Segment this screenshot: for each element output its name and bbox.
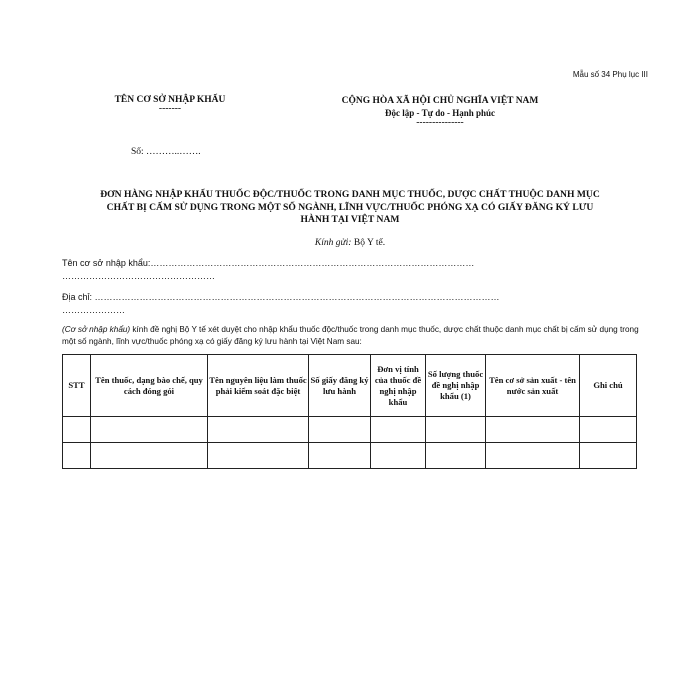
address-field-line-1: Địa chỉ: ……………………………………………………………………………………………………………………… [62, 292, 500, 302]
address-field-line-2: ………………… [62, 305, 125, 315]
request-prefix: (Cơ sở nhập khẩu) [62, 325, 131, 334]
table-cell[interactable] [580, 443, 637, 469]
title-line-1: ĐƠN HÀNG NHẬP KHẨU THUỐC ĐỘC/THUỐC TRONG DANH MỤC THUỐC, DƯỢC CHẤT THUỘC DANH MỤC [100, 189, 600, 200]
addressee-value: Bộ Y tế. [351, 238, 386, 248]
col-header-unit: Đơn vị tính của thuốc đề nghị nhập khẩu [371, 355, 426, 417]
title-line-2: CHẤT BỊ CẤM SỬ DỤNG TRONG MỘT SỐ NGÀNH, LĨNH VỰC/THUỐC PHÓNG XẠ CÓ GIẤY ĐĂNG KÝ LƯU [106, 201, 594, 213]
importer-field-line-1: Tên cơ sở nhập khẩu:……………………………………………………………………………………………… [62, 258, 475, 268]
importer-header [90, 95, 250, 114]
table-header-row [63, 355, 637, 417]
national-header [320, 95, 560, 128]
country-name: CỘNG HÒA XÃ HỘI CHỦ NGHĨA VIỆT NAM [341, 96, 539, 106]
motto-divider: --------------- [416, 118, 464, 128]
table-cell[interactable] [208, 417, 309, 443]
document-title [60, 189, 640, 227]
import-items-table [62, 354, 637, 469]
col-header-registration-number: Số giấy đăng ký lưu hành [309, 355, 371, 417]
col-header-notes: Ghi chú [580, 355, 637, 417]
addressee [0, 238, 700, 248]
table-cell[interactable] [486, 443, 580, 469]
col-header-quantity: Số lượng thuốc đề nghị nhập khẩu (1) [426, 355, 486, 417]
request-body: kính đề nghị Bộ Y tế xét duyệt cho nhập khẩu thuốc độc/thuốc trong danh mục thuốc, dược chất thuộc danh mục chất bị cấm sử dụng trong một số ngành, lĩnh vực/thuốc phóng xạ có giấy đăng ký lưu hành tại Việt Nam sau: [62, 325, 639, 346]
table-cell[interactable] [91, 417, 208, 443]
addressee-label: Kính gửi: [314, 238, 352, 248]
form-code: Mẫu số 34 Phụ lục III [572, 70, 648, 79]
request-paragraph [62, 324, 647, 348]
table-cell[interactable] [309, 443, 371, 469]
col-header-stt: STT [63, 355, 91, 417]
col-header-drug-name: Tên thuốc, dạng bào chế, quy cách đóng gói [91, 355, 208, 417]
document-number: Số: ………..……. [131, 147, 201, 157]
table-cell[interactable] [371, 417, 426, 443]
importer-divider: ------- [158, 104, 182, 114]
importer-name-label: TÊN CƠ SỞ NHẬP KHẨU [114, 95, 226, 105]
table-cell[interactable] [486, 417, 580, 443]
table-row [63, 443, 637, 469]
table-cell[interactable] [63, 443, 91, 469]
title-line-3: HÀNH TẠI VIỆT NAM [300, 214, 400, 225]
table-cell[interactable] [426, 443, 486, 469]
table-cell[interactable] [63, 417, 91, 443]
table-cell[interactable] [91, 443, 208, 469]
table-cell[interactable] [208, 443, 309, 469]
national-motto: Độc lập - Tự do - Hạnh phúc [384, 108, 495, 118]
importer-field-line-2: …………………………………………… [62, 271, 215, 281]
table-cell[interactable] [426, 417, 486, 443]
table-cell[interactable] [309, 417, 371, 443]
table-cell[interactable] [580, 417, 637, 443]
col-header-controlled-material: Tên nguyên liệu làm thuốc phải kiểm soát đặc biệt [208, 355, 309, 417]
col-header-manufacturer: Tên cơ sở sản xuất - tên nước sản xuất [486, 355, 580, 417]
table-cell[interactable] [371, 443, 426, 469]
table-row [63, 417, 637, 443]
